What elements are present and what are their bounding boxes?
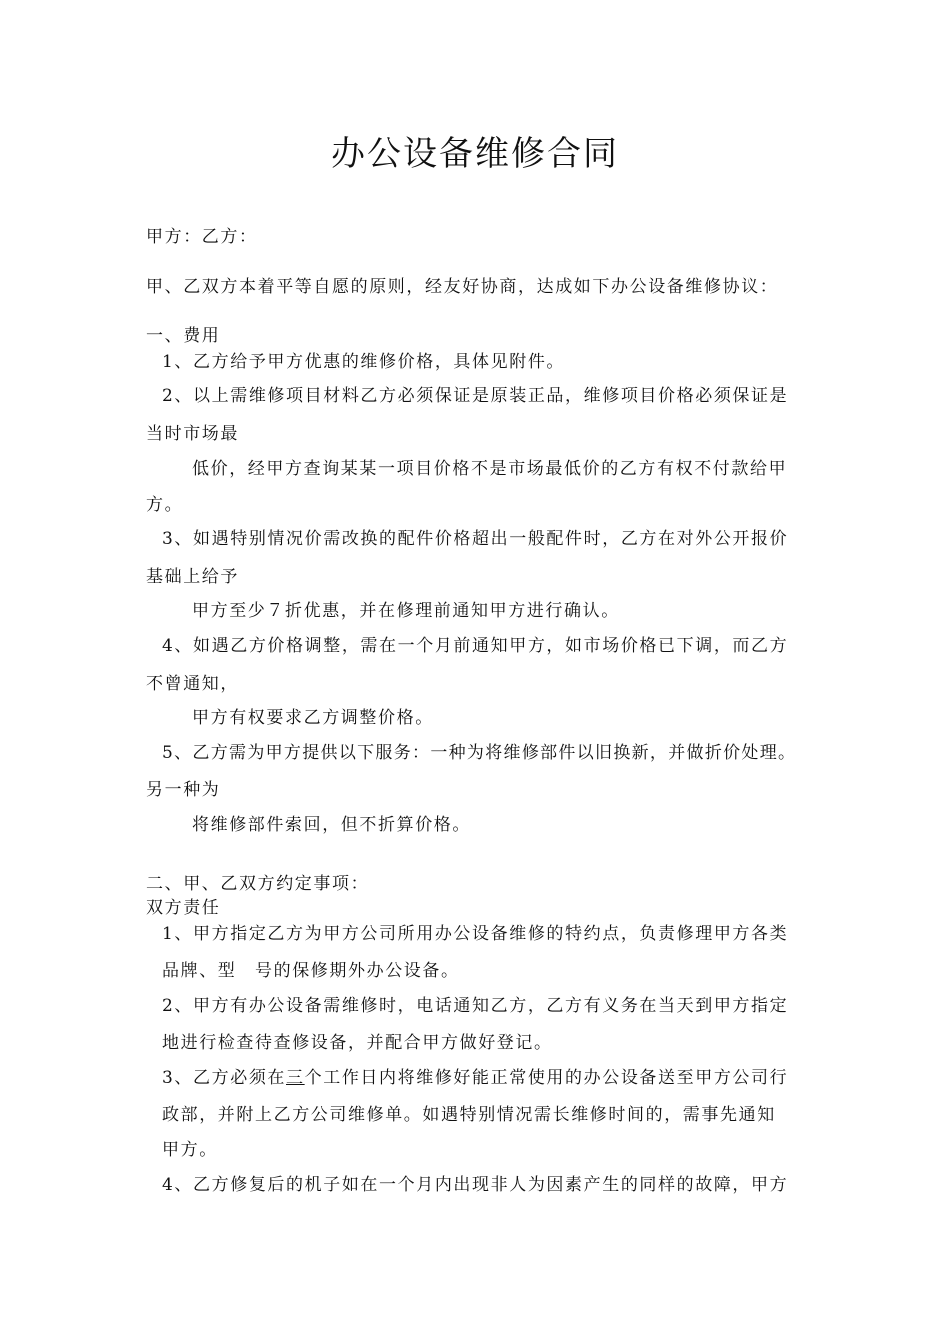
section-1-item-2-line-a: 2、以上需维修项目材料乙方必须保证是原装正品，维修项目价格必须保证是 [162,386,789,406]
section-2-subheading: 双方责任 [146,898,221,918]
parties-line: 甲方：乙方： [146,227,258,247]
section-1-item-2-line-d: 方。 [146,495,184,515]
section-1-item-3-line-c: 甲方至少７折优惠，并在修理前通知甲方进行确认。 [192,601,620,621]
section-1-item-3-line-a: 3、如遇特别情况价需改换的配件价格超出一般配件时，乙方在对外公开报价 [162,529,789,549]
section-1-item-5-line-b: 另一种为 [146,780,221,800]
document-title: 办公设备维修合同 [331,134,619,174]
section-2-item-1-line-b: 品牌、型 号的保修期外办公设备。 [162,961,460,981]
section-1-item-2-line-c: 低价，经甲方查询某某一项目价格不是市场最低价的乙方有权不付款给甲 [192,459,788,479]
section-1-item-5-line-c: 将维修部件索回，但不折算价格。 [192,815,471,835]
section-1-item-2-line-b: 当时市场最 [146,424,239,444]
section-2-item-4-line-a: 4、乙方修复后的机子如在一个月内出现非人为因素产生的同样的故障，甲方 [162,1175,789,1195]
underlined-day-count: 三 [286,1068,305,1088]
section-1-item-4-line-b: 不曾通知， [146,674,239,694]
section-2-item-2-line-b: 地进行检查待查修设备，并配合甲方做好登记。 [162,1033,553,1053]
section-1-heading: 一、费用 [146,326,221,346]
section-1-item-1: 1、乙方给予甲方优惠的维修价格，具体见附件。 [162,352,566,372]
section-1-item-4-line-a: 4、如遇乙方价格调整，需在一个月前通知甲方，如市场价格已下调，而乙方 [162,636,789,656]
section-2-item-3-text-post: 个工作日内将维修好能正常使用的办公设备送至甲方公司行 [304,1068,789,1088]
section-1-item-4-line-c: 甲方有权要求乙方调整价格。 [192,708,434,728]
section-2-item-3-text-pre: 3、乙方必须在 [162,1068,287,1088]
section-2-item-1-line-a: 1、甲方指定乙方为甲方公司所用办公设备维修的特约点，负责修理甲方各类 [162,924,789,944]
intro-paragraph: 甲、乙双方本着平等自愿的原则，经友好协商，达成如下办公设备维修协议： [146,277,779,297]
section-2-item-2-line-a: 2、甲方有办公设备需维修时，电话通知乙方，乙方有义务在当天到甲方指定 [162,996,789,1016]
section-2-item-3-line-c: 甲方。 [162,1140,218,1160]
section-2-item-3-line-a [162,1067,788,1089]
section-2-item-3-line-b: 政部，并附上乙方公司维修单。如遇特别情况需长维修时间的，需事先通知 [162,1105,776,1125]
section-1-item-3-line-b: 基础上给予 [146,567,239,587]
section-1-item-5-line-a: 5、乙方需为甲方提供以下服务：一种为将维修部件以旧换新，并做折价处理。 [162,743,797,763]
section-2-heading: 二、甲、乙双方约定事项： [146,874,370,894]
